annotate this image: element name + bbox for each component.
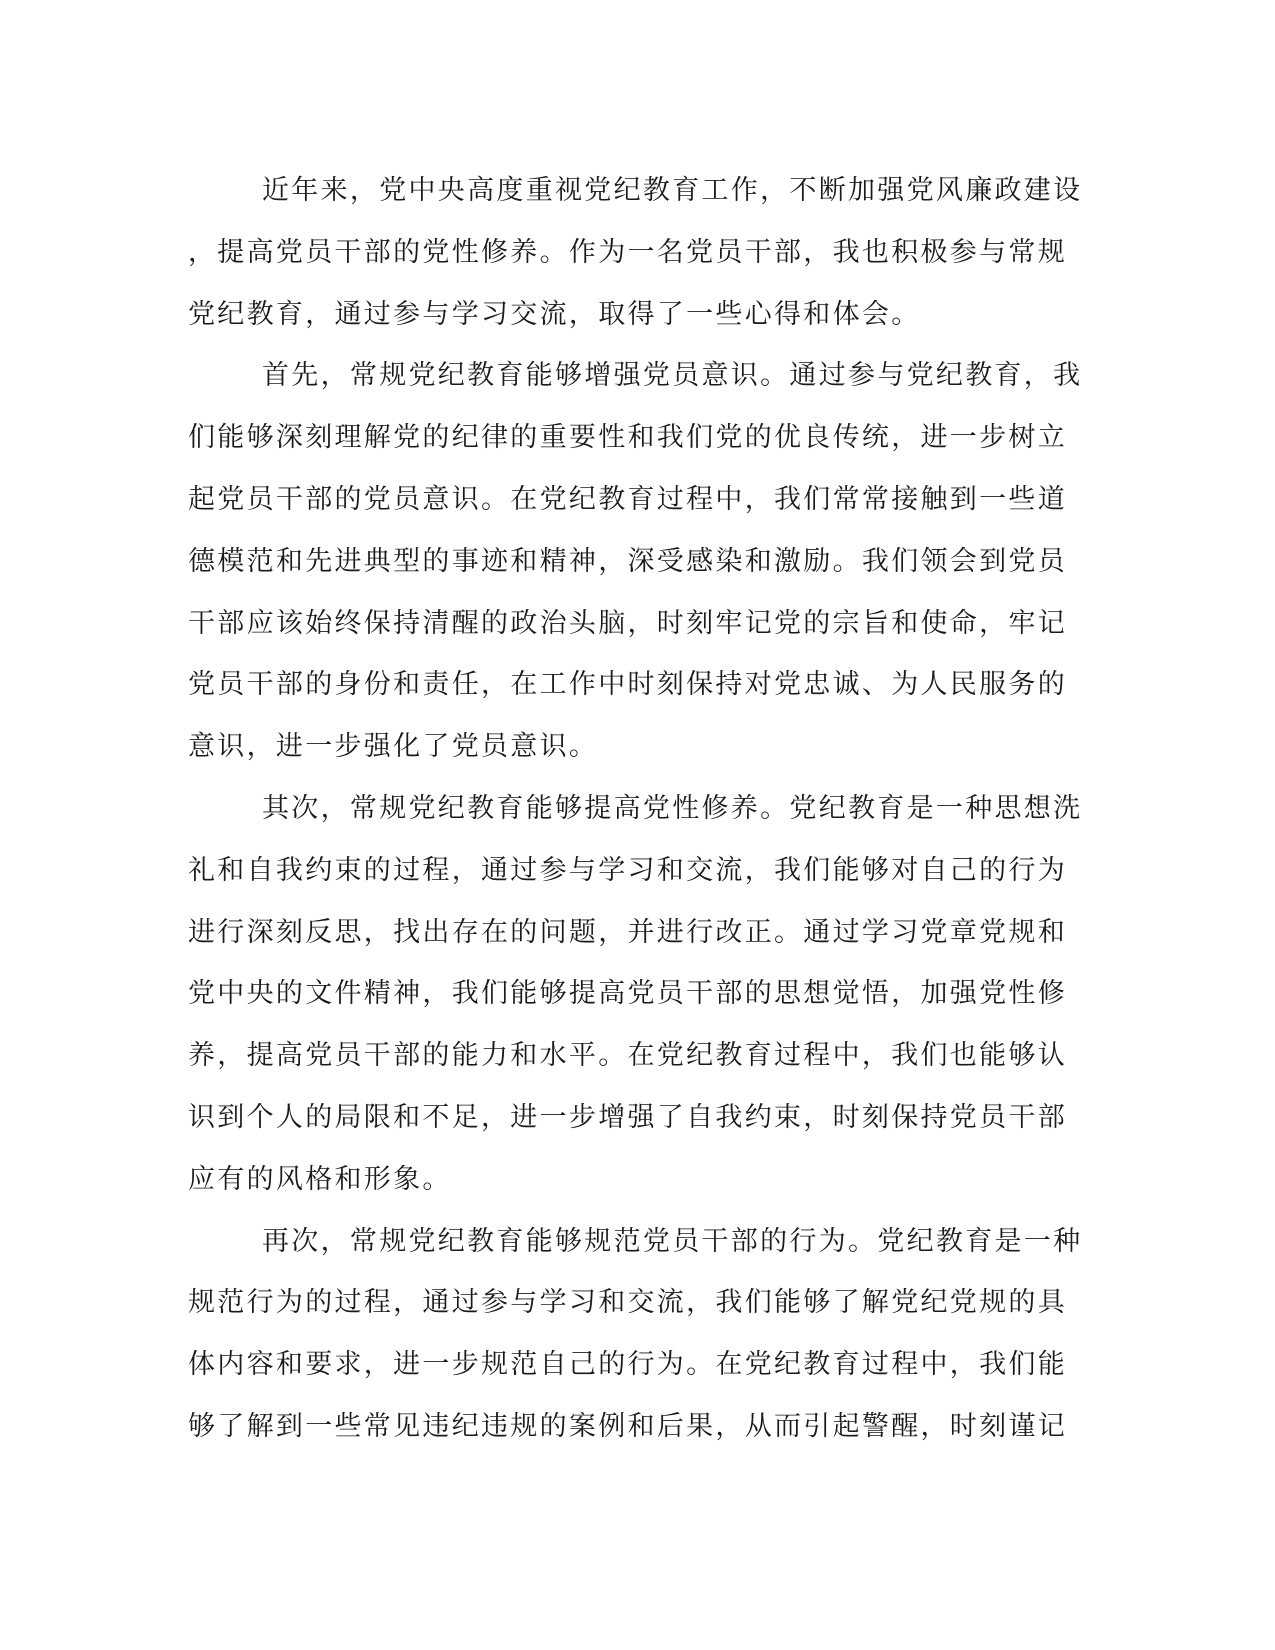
text-line: 礼和自我约束的过程，通过参与学习和交流，我们能够对自己的行为 [188, 854, 1067, 886]
text-line: 首先，常规党纪教育能够增强党员意识。通过参与党纪教育，我 [262, 360, 1083, 392]
text-line: 干部应该始终保持清醒的政治头脑，时刻牢记党的宗旨和使命，牢记 [188, 607, 1067, 639]
text-line: 体内容和要求，进一步规范自己的行为。在党纪教育过程中，我们能 [188, 1349, 1067, 1381]
text-line: 其次，常规党纪教育能够提高党性修养。党纪教育是一种思想洗 [262, 792, 1083, 824]
text-line: 进行深刻反思，找出存在的问题，并进行改正。通过学习党章党规和 [188, 916, 1067, 948]
text-line: 党中央的文件精神，我们能够提高党员干部的思想觉悟，加强党性修 [188, 978, 1067, 1010]
text-line: 党纪教育，通过参与学习交流，取得了一些心得和体会。 [188, 298, 921, 330]
text-line: 起党员干部的党员意识。在党纪教育过程中，我们常常接触到一些道 [188, 483, 1067, 515]
text-line: 近年来，党中央高度重视党纪教育工作，不断加强党风廉政建设 [262, 175, 1083, 206]
text-line: 应有的风格和形象。 [188, 1163, 452, 1195]
text-line: 养，提高党员干部的能力和水平。在党纪教育过程中，我们也能够认 [188, 1040, 1067, 1072]
document-body [188, 160, 1083, 1458]
text-line: 规范行为的过程，通过参与学习和交流，我们能够了解党纪党规的具 [188, 1287, 1067, 1319]
text-line: 德模范和先进典型的事迹和精神，深受感染和激励。我们领会到党员 [188, 545, 1067, 577]
text-line: 再次，常规党纪教育能够规范党员干部的行为。党纪教育是一种 [262, 1225, 1083, 1257]
text-line: 意识，进一步强化了党员意识。 [188, 731, 599, 763]
text-line: 党员干部的身份和责任，在工作中时刻保持对党忠诚、为人民服务的 [188, 669, 1067, 701]
text-line: 够了解到一些常见违纪违规的案例和后果，从而引起警醒，时刻谨记 [188, 1410, 1067, 1442]
text-line: 识到个人的局限和不足，进一步增强了自我约束，时刻保持党员干部 [188, 1101, 1067, 1133]
text-line: ，提高党员干部的党性修养。作为一名党员干部，我也积极参与常规 [188, 236, 1067, 268]
text-line: 们能够深刻理解党的纪律的重要性和我们党的优良传统，进一步树立 [188, 422, 1067, 454]
